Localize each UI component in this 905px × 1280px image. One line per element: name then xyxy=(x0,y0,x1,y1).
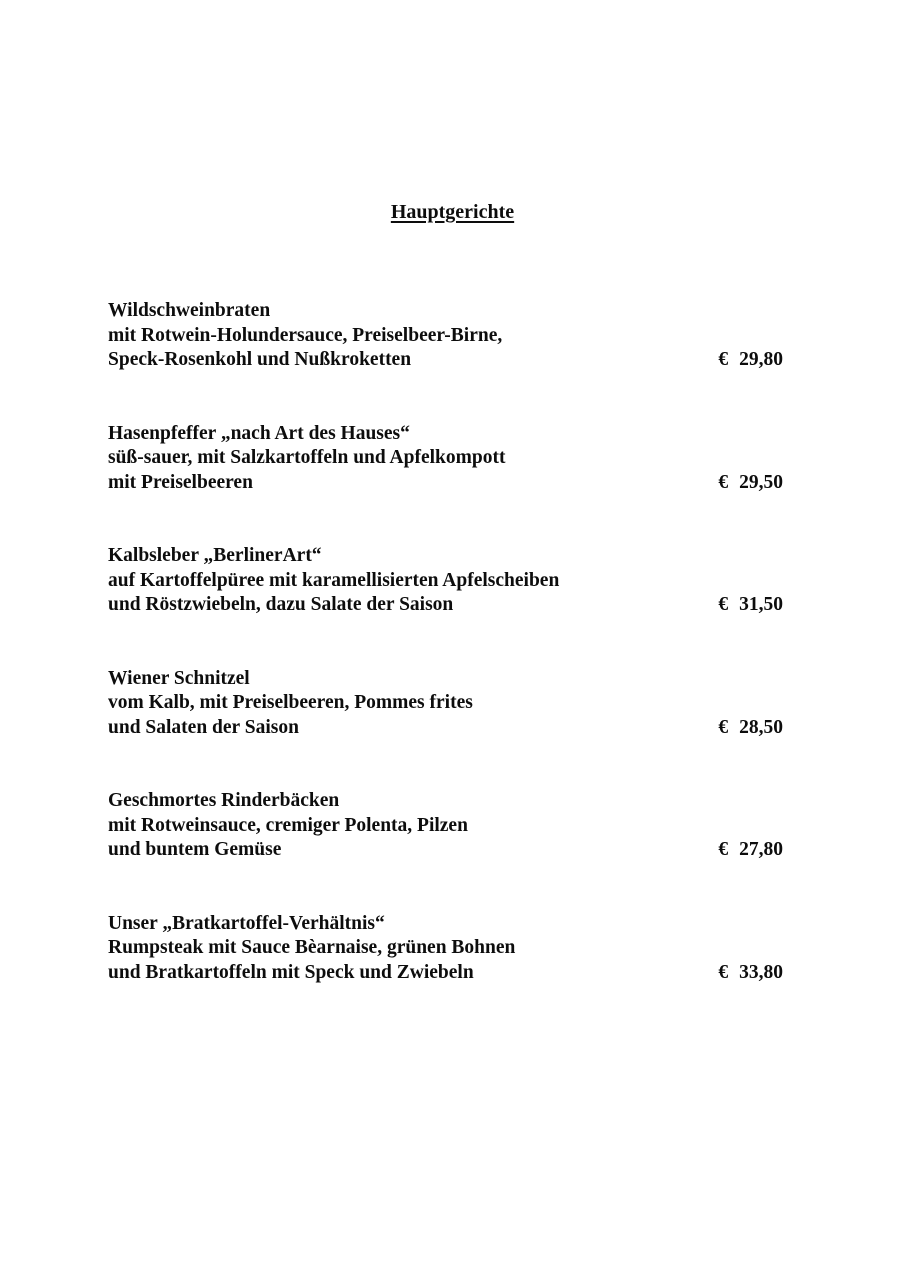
item-price xyxy=(718,716,783,741)
currency-symbol: € xyxy=(718,961,729,983)
price-amount: 28,50 xyxy=(739,716,783,738)
price-amount: 33,80 xyxy=(739,961,783,983)
menu-item xyxy=(108,912,783,986)
item-desc-line-1: Rumpsteak mit Sauce Bèarnaise, grünen Bohnen xyxy=(108,937,516,958)
item-name: Hasenpfeffer „nach Art des Hauses“ xyxy=(108,422,410,444)
item-price xyxy=(718,348,783,373)
item-price xyxy=(718,593,783,618)
item-price xyxy=(718,471,783,496)
currency-symbol: € xyxy=(718,349,729,370)
item-desc-line-2: und Bratkartoffeln mit Speck und Zwiebeln xyxy=(108,961,474,983)
item-desc-line-1: mit Rotweinsauce, cremiger Polenta, Pilzen xyxy=(108,814,468,836)
item-price xyxy=(718,961,783,986)
price-amount: 27,80 xyxy=(739,839,783,860)
currency-symbol: € xyxy=(718,471,729,493)
item-desc-line-1: auf Kartoffelpüree mit karamellisierten Apfelscheiben xyxy=(108,569,560,591)
item-name: Wildschweinbraten xyxy=(108,300,271,321)
menu-items-list xyxy=(108,299,783,1034)
item-desc-line-1: vom Kalb, mit Preiselbeeren, Pommes frites xyxy=(108,692,473,713)
menu-item xyxy=(108,789,783,863)
currency-symbol: € xyxy=(718,839,729,860)
item-desc-line-2: Speck-Rosenkohl und Nußkroketten xyxy=(108,349,412,370)
item-name: Wiener Schnitzel xyxy=(108,667,250,689)
item-desc-line-2: und Salaten der Saison xyxy=(108,716,299,738)
item-desc-line-2: und Röstzwiebeln, dazu Salate der Saison xyxy=(108,594,454,615)
price-amount: 29,80 xyxy=(739,349,783,370)
price-amount: 29,50 xyxy=(739,471,783,493)
item-desc-line-2: mit Preiselbeeren xyxy=(108,471,253,493)
price-amount: 31,50 xyxy=(739,594,783,615)
page-title: Hauptgerichte xyxy=(390,201,515,223)
currency-symbol: € xyxy=(718,594,729,615)
menu-item xyxy=(108,422,783,496)
menu-item xyxy=(108,299,783,373)
item-name: Geschmortes Rinderbäcken xyxy=(108,790,340,811)
item-desc-line-1: mit Rotwein-Holundersauce, Preiselbeer-Birne, xyxy=(108,324,503,346)
item-desc-line-2: und buntem Gemüse xyxy=(108,839,282,860)
menu-item xyxy=(108,544,783,618)
item-name: Kalbsleber „BerlinerArt“ xyxy=(108,545,322,566)
currency-symbol: € xyxy=(718,716,729,738)
item-price xyxy=(718,838,783,863)
menu-item xyxy=(108,667,783,741)
item-name: Unser „Bratkartoffel-Verhältnis“ xyxy=(108,912,385,934)
item-desc-line-1: süß-sauer, mit Salzkartoffeln und Apfelkompott xyxy=(108,447,506,468)
